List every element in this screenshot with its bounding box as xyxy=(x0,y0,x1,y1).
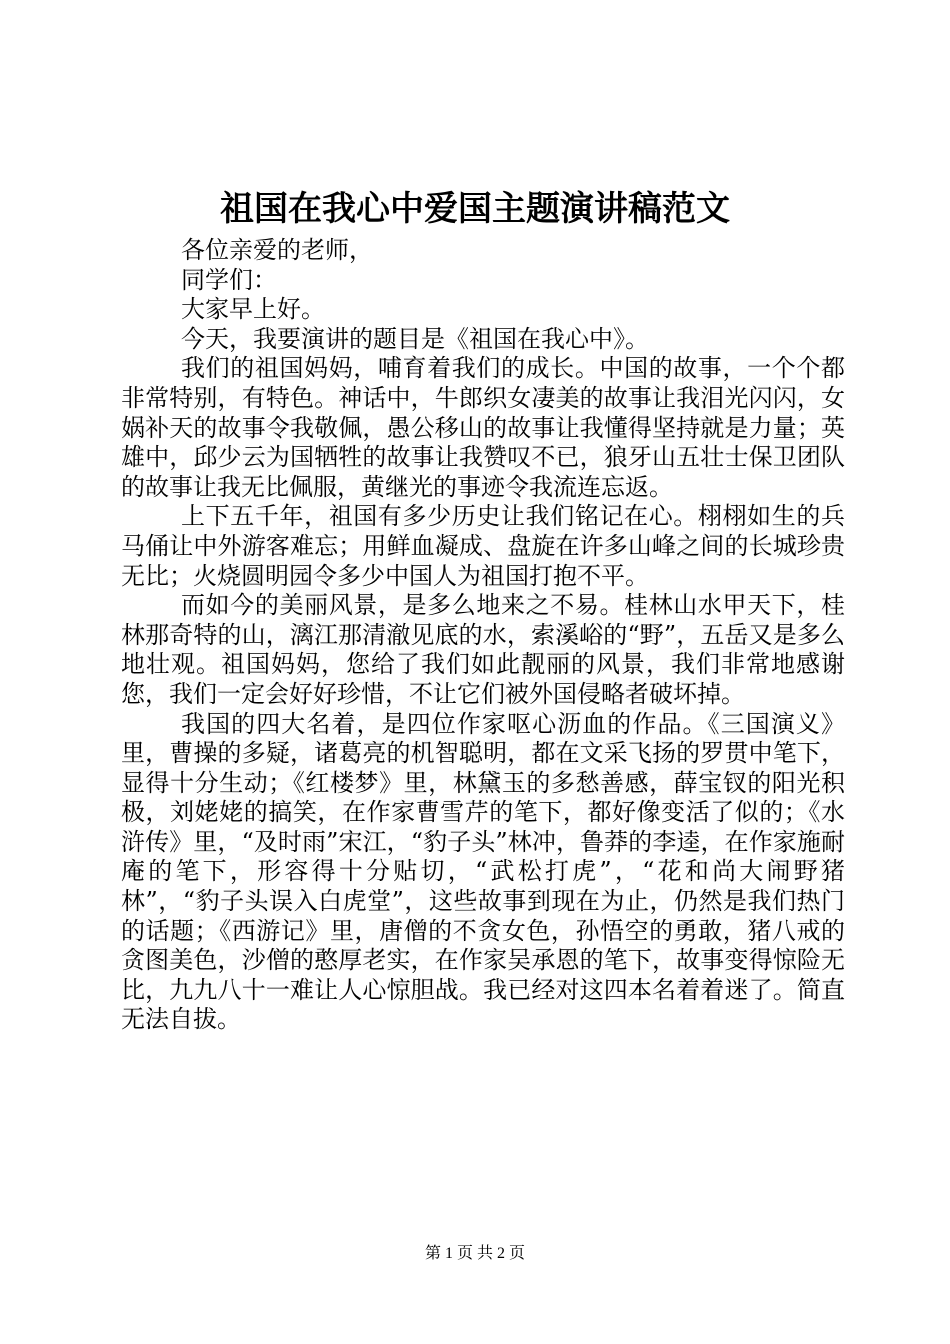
paragraph-good-morning: 大家早上好。 xyxy=(181,295,325,324)
paragraph-chinese-stories: 我们的祖国妈妈，哺育着我们的成长。中国的故事，一个个都非常特别，有特色。神话中，牛郎织女凄美的故事让我泪光闪闪，女娲补天的故事令我敬佩，愚公移山的故事让我懂得坚持就是力量；英雄中，邱少云为国牺牲的故事让我赞叹不已，狼牙山五壮士保卫团队的故事让我无比佩服，黄继光的事迹令我流连忘返。 xyxy=(121,354,845,501)
paragraph-speech-topic: 今天，我要演讲的题目是《祖国在我心中》。 xyxy=(181,324,649,353)
document-body xyxy=(121,236,845,1035)
page-number-footer: 第 1 页 共 2 页 xyxy=(424,1245,525,1262)
document-title: 祖国在我心中爱国主题演讲稿范文 xyxy=(220,189,730,229)
paragraph-four-classics: 我国的四大名着，是四位作家呕心沥血的作品。《三国演义》里，曹操的多疑，诸葛亮的机智聪明，都在文采飞扬的罗贯中笔下，显得十分生动；《红楼梦》里，林黛玉的多愁善感，薛宝钗的阳光积极，刘姥姥的搞笑，在作家曹雪芹的笔下，都好像变活了似的；《水浒传》里，“及时雨”宋江，“豹子头”林冲，鲁莽的李逵，在作家施耐庵的笔下，形容得十分贴切，“武松打虎”，“花和尚大闹野猪林”，“豹子头误入白虎堂”，这些故事到现在为止，仍然是我们热门的话题；《西游记》里，唐僧的不贪女色，孙悟空的勇敢，猪八戒的贪图美色，沙僧的憨厚老实，在作家吴承恩的笔下，故事变得惊险无比，九九八十一难让人心惊胆战。我已经对这四本名着着迷了。简直无法自拔。 xyxy=(121,709,845,1034)
paragraph-greeting-students: 同学们： xyxy=(181,265,277,294)
paragraph-history: 上下五千年，祖国有多少历史让我们铭记在心。栩栩如生的兵马俑让中外游客难忘；用鲜血凝成、盘旋在许多山峰之间的长城珍贵无比；火烧圆明园令多少中国人为祖国打抱不平。 xyxy=(121,502,845,590)
paragraph-greeting-teachers: 各位亲爱的老师， xyxy=(181,236,373,264)
paragraph-scenery: 而如今的美丽风景，是多么地来之不易。桂林山水甲天下，桂林那奇特的山，漓江那清澈见底的水，索溪峪的“野”，五岳又是多么地壮观。祖国妈妈，您给了我们如此靓丽的风景，我们非常地感谢您，我们一定会好好珍惜，不让它们被外国侵略者破坏掉。 xyxy=(121,591,845,708)
